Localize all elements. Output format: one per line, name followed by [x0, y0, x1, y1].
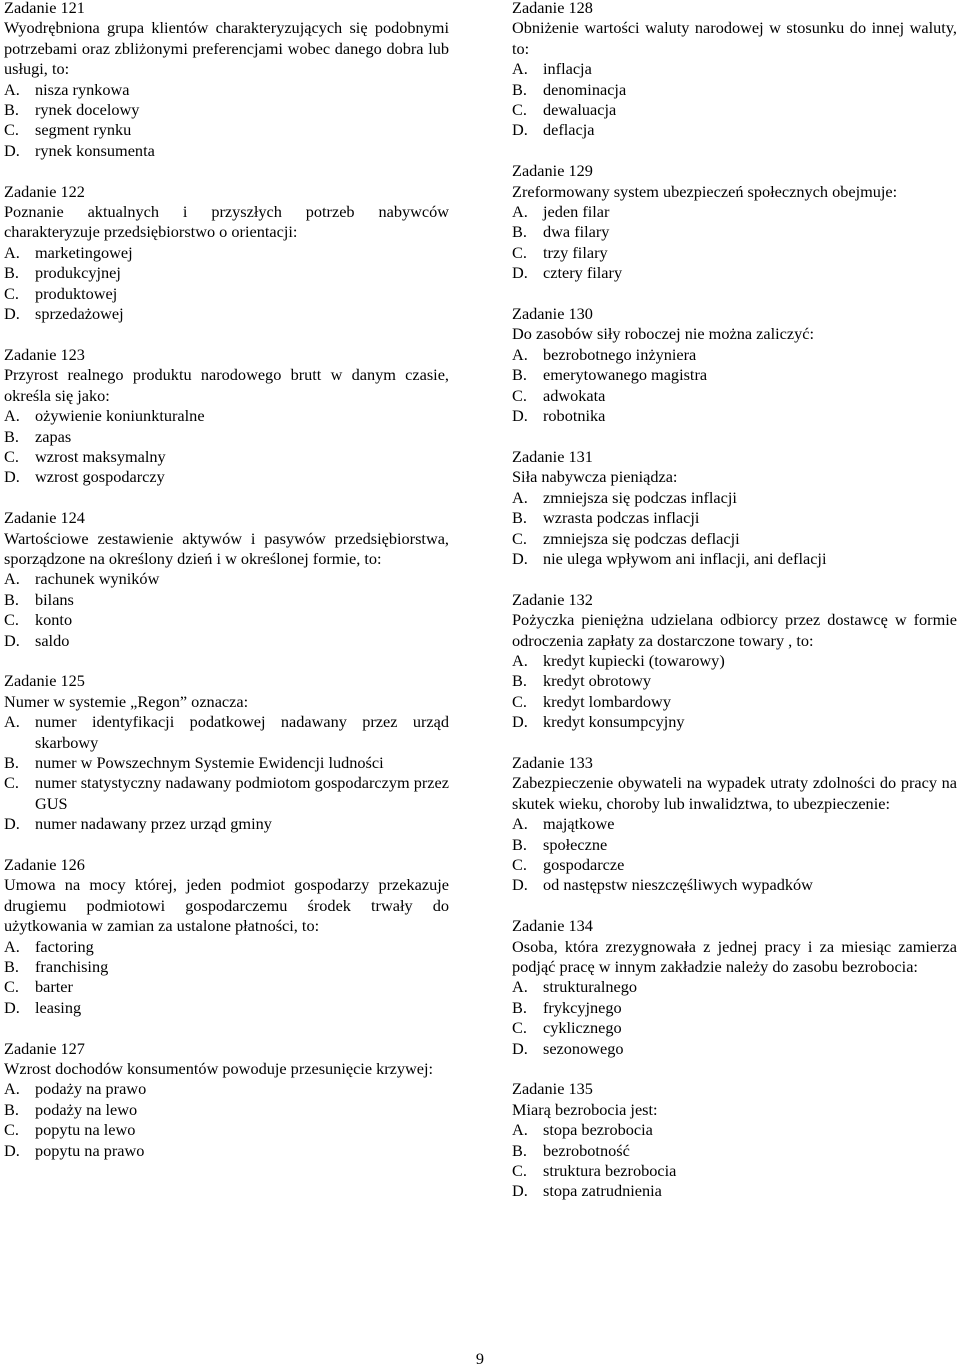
- option-text: wzrasta podczas inflacji: [543, 508, 700, 528]
- answer-option: [512, 345, 957, 365]
- answer-options: [512, 488, 957, 570]
- question-title: Zadanie 121: [4, 0, 85, 17]
- option-text: konto: [35, 610, 73, 630]
- answer-option: [512, 692, 957, 712]
- answer-option: [512, 814, 957, 834]
- answer-option: [4, 631, 449, 651]
- answer-options: [512, 202, 957, 284]
- answer-options: [4, 569, 449, 651]
- answer-option: [512, 222, 957, 242]
- answer-option: [512, 1141, 957, 1161]
- option-text: zmniejsza się podczas deflacji: [543, 528, 740, 548]
- question-title: Zadanie 122: [4, 181, 85, 201]
- option-text: segment rynku: [35, 120, 132, 140]
- option-text: bilans: [35, 589, 74, 609]
- option-letter: A.: [4, 242, 20, 262]
- option-text: rynek konsumenta: [35, 140, 155, 160]
- answer-option: [4, 467, 449, 487]
- question-title: Zadanie 128: [512, 0, 593, 17]
- answer-option: [512, 386, 957, 406]
- answer-options: [4, 937, 449, 1019]
- question: [512, 161, 957, 283]
- option-text: cztery filary: [543, 263, 623, 283]
- question-text: Osoba, która zrezygnowała z jednej pracy i za miesiąc zamierza podjąć pracę w innym zakładzie należy do zasobu bezrobocia:: [512, 936, 957, 976]
- option-letter: B.: [512, 79, 527, 99]
- option-letter: A.: [512, 650, 528, 670]
- option-letter: A.: [512, 814, 528, 834]
- question-title: Zadanie 130: [512, 304, 593, 324]
- option-letter: B.: [4, 100, 19, 120]
- option-text: kredyt kupiecki (towarowy): [543, 650, 725, 670]
- option-letter: D.: [512, 263, 528, 283]
- option-letter: D.: [512, 406, 528, 426]
- answer-option: [512, 998, 957, 1018]
- option-letter: B.: [512, 222, 527, 242]
- option-text: saldo: [35, 630, 70, 650]
- option-letter: D.: [512, 120, 528, 140]
- option-text: sezonowego: [543, 1038, 624, 1058]
- option-text: ożywienie koniunkturalne: [35, 406, 205, 426]
- option-letter: D.: [512, 712, 528, 732]
- answer-options: [512, 977, 957, 1059]
- option-text: denominacja: [543, 79, 627, 99]
- question-title: Zadanie 126: [4, 854, 85, 874]
- answer-option: [512, 549, 957, 569]
- option-letter: D.: [4, 630, 20, 650]
- answer-option: [4, 284, 449, 304]
- question: [512, 1079, 957, 1201]
- option-letter: C.: [512, 1161, 527, 1181]
- answer-option: [4, 569, 449, 589]
- option-letter: A.: [512, 59, 528, 79]
- option-text: produktowej: [35, 283, 118, 303]
- option-letter: B.: [4, 263, 19, 283]
- question-title: Zadanie 124: [4, 508, 85, 528]
- question: [512, 753, 957, 896]
- right-column: [512, 0, 957, 1222]
- answer-option: [4, 977, 449, 997]
- answer-option: [4, 712, 449, 753]
- option-letter: B.: [512, 508, 527, 528]
- question: [4, 0, 449, 161]
- answer-option: [512, 120, 957, 140]
- option-text: bezrobotnego inżyniera: [543, 344, 697, 364]
- option-text: numer statystyczny nadawany podmiotom gospodarczym przez GUS: [35, 773, 449, 813]
- option-text: podaży na lewo: [35, 1099, 138, 1119]
- answer-option: [4, 427, 449, 447]
- option-text: numer nadawany przez urząd gminy: [35, 814, 272, 834]
- question-text: Zabezpieczenie obywateli na wypadek utraty zdolności do pracy na skutek wieku, choroby lub inwalidztwa, to ubezpieczenie:: [512, 773, 957, 813]
- option-text: produkcyjnej: [35, 263, 121, 283]
- answer-option: [512, 100, 957, 120]
- option-text: rynek docelowy: [35, 100, 140, 120]
- option-text: kredyt lombardowy: [543, 691, 671, 711]
- option-text: bezrobotność: [543, 1140, 630, 1160]
- answer-option: [512, 80, 957, 100]
- answer-option: [4, 447, 449, 467]
- answer-option: [4, 773, 449, 814]
- option-text: frykcyjnego: [543, 997, 622, 1017]
- answer-options: [4, 712, 449, 834]
- answer-option: [512, 1120, 957, 1140]
- answer-options: [4, 243, 449, 325]
- option-text: sprzedażowej: [35, 304, 124, 324]
- question-text: Umowa na mocy której, jeden podmiot gospodarzy przekazuje drugiemu podmiotowi gospodarczemu środek trwały do użytkowania w zamian za ustalone płatności, to:: [4, 875, 449, 936]
- question-text: Poznanie aktualnych i przyszłych potrzeb nabywców charakteryzuje przedsiębiorstwo o orientacji:: [4, 202, 449, 242]
- option-letter: B.: [512, 365, 527, 385]
- page-number: 9: [475, 1349, 485, 1368]
- option-text: struktura bezrobocia: [543, 1161, 677, 1181]
- question-text: Siła nabywcza pieniądza:: [512, 467, 678, 487]
- option-text: majątkowe: [543, 814, 615, 834]
- answer-option: [4, 590, 449, 610]
- option-letter: A.: [4, 79, 20, 99]
- answer-options: [4, 1079, 449, 1161]
- option-letter: B.: [512, 997, 527, 1017]
- answer-options: [4, 80, 449, 162]
- question-title: Zadanie 129: [512, 161, 593, 181]
- answer-option: [4, 610, 449, 630]
- answer-options: [4, 406, 449, 488]
- answer-option: [512, 508, 957, 528]
- question-text: Wartościowe zestawienie aktywów i pasywów przedsiębiorstwa, sporządzone na określony dzień i w określonej formie, to:: [4, 528, 449, 568]
- question: [4, 855, 449, 1018]
- option-text: inflacja: [543, 59, 592, 79]
- option-text: kredyt konsumpcyjny: [543, 712, 685, 732]
- option-text: popytu na lewo: [35, 1120, 136, 1140]
- option-text: jeden filar: [543, 202, 610, 222]
- answer-option: [4, 141, 449, 161]
- answer-option: [4, 243, 449, 263]
- option-text: nie ulega wpływom ani inflacji, ani deflacji: [543, 548, 827, 568]
- option-letter: A.: [4, 569, 20, 589]
- option-letter: D.: [4, 997, 20, 1017]
- answer-option: [512, 835, 957, 855]
- option-text: deflacja: [543, 120, 595, 140]
- option-text: dwa filary: [543, 222, 610, 242]
- option-text: podaży na prawo: [35, 1079, 147, 1099]
- question-text: Pożyczka pieniężna udzielana odbiorcy przez dostawcę w formie odroczenia zapłaty za dostarczone towary , to:: [512, 610, 957, 650]
- option-letter: C.: [4, 283, 19, 303]
- answer-option: [4, 1079, 449, 1099]
- answer-option: [512, 59, 957, 79]
- option-text: robotnika: [543, 406, 606, 426]
- question: [4, 182, 449, 325]
- option-text: barter: [35, 977, 73, 997]
- answer-option: [512, 243, 957, 263]
- option-letter: A.: [512, 487, 528, 507]
- answer-option: [4, 304, 449, 324]
- option-letter: C.: [4, 120, 19, 140]
- question: [512, 590, 957, 733]
- option-text: zmniejsza się podczas inflacji: [543, 487, 737, 507]
- option-letter: A.: [512, 202, 528, 222]
- option-text: dewaluacja: [543, 100, 617, 120]
- option-letter: C.: [512, 691, 527, 711]
- question: [4, 1039, 449, 1161]
- option-letter: A.: [512, 1120, 528, 1140]
- question: [4, 508, 449, 651]
- answer-options: [512, 345, 957, 427]
- answer-option: [4, 263, 449, 283]
- option-text: wzrost maksymalny: [35, 446, 166, 466]
- option-letter: C.: [4, 773, 19, 793]
- option-text: marketingowej: [35, 242, 133, 262]
- question-title: Zadanie 132: [512, 589, 593, 609]
- option-letter: C.: [512, 100, 527, 120]
- option-letter: D.: [4, 814, 20, 834]
- option-text: społeczne: [543, 834, 608, 854]
- question: [512, 304, 957, 426]
- option-letter: B.: [512, 671, 527, 691]
- answer-options: [512, 814, 957, 896]
- answer-options: [512, 1120, 957, 1202]
- question: [512, 916, 957, 1059]
- answer-option: [512, 263, 957, 283]
- question-text: Wzrost dochodów konsumentów powoduje przesunięcie krzywej:: [4, 1059, 434, 1079]
- option-text: adwokata: [543, 385, 606, 405]
- option-text: kredyt obrotowy: [543, 671, 652, 691]
- question-title: Zadanie 127: [4, 1038, 85, 1058]
- answer-option: [4, 80, 449, 100]
- option-letter: D.: [4, 304, 20, 324]
- option-letter: D.: [512, 1181, 528, 1201]
- answer-option: [4, 998, 449, 1018]
- option-letter: B.: [4, 1099, 19, 1119]
- answer-option: [4, 406, 449, 426]
- answer-option: [512, 712, 957, 732]
- question-title: Zadanie 131: [512, 446, 593, 466]
- answer-option: [512, 406, 957, 426]
- option-letter: B.: [512, 834, 527, 854]
- option-text: trzy filary: [543, 242, 608, 262]
- option-letter: C.: [4, 977, 19, 997]
- option-letter: B.: [4, 589, 19, 609]
- option-letter: D.: [512, 548, 528, 568]
- question-text: Przyrost realnego produktu narodowego brutt w danym czasie, określa się jako:: [4, 365, 449, 405]
- option-text: stopa zatrudnienia: [543, 1181, 662, 1201]
- option-letter: D.: [4, 467, 20, 487]
- option-letter: D.: [512, 1038, 528, 1058]
- option-letter: B.: [4, 426, 19, 446]
- question: [4, 671, 449, 834]
- option-text: rachunek wyników: [35, 569, 160, 589]
- answer-option: [512, 1018, 957, 1038]
- option-text: popytu na prawo: [35, 1140, 145, 1160]
- option-letter: D.: [4, 1140, 20, 1160]
- option-letter: C.: [512, 242, 527, 262]
- question-title: Zadanie 125: [4, 671, 85, 691]
- question-title: Zadanie 134: [512, 916, 593, 936]
- option-letter: D.: [4, 140, 20, 160]
- answer-option: [4, 100, 449, 120]
- option-letter: A.: [4, 406, 20, 426]
- option-letter: B.: [512, 1140, 527, 1160]
- question-text: Obniżenie wartości waluty narodowej w stosunku do innej waluty, to:: [512, 18, 957, 58]
- answer-option: [512, 855, 957, 875]
- answer-option: [512, 1039, 957, 1059]
- answer-option: [4, 1100, 449, 1120]
- option-letter: C.: [512, 528, 527, 548]
- question: [512, 447, 957, 569]
- option-text: factoring: [35, 936, 94, 956]
- question-title: Zadanie 123: [4, 344, 85, 364]
- answer-option: [512, 365, 957, 385]
- option-letter: C.: [512, 385, 527, 405]
- option-text: stopa bezrobocia: [543, 1120, 653, 1140]
- option-letter: A.: [4, 712, 20, 732]
- answer-option: [4, 957, 449, 977]
- answer-option: [512, 977, 957, 997]
- answer-option: [512, 875, 957, 895]
- option-letter: B.: [4, 957, 19, 977]
- left-column: [4, 0, 449, 1181]
- option-text: numer identyfikacji podatkowej nadawany przez urząd skarbowy: [35, 712, 449, 752]
- question-text: Numer w systemie „Regon” oznacza:: [4, 691, 249, 711]
- option-letter: C.: [4, 610, 19, 630]
- option-text: zapas: [35, 426, 72, 446]
- question-text: Miarą bezrobocia jest:: [512, 1099, 658, 1119]
- question-text: Wyodrębniona grupa klientów charakteryzujących się podobnymi potrzebami oraz zbliżonymi preferencjami wobec danego dobra lub usługi, to:: [4, 18, 449, 79]
- option-letter: C.: [512, 1018, 527, 1038]
- answer-option: [4, 753, 449, 773]
- question-title: Zadanie 135: [512, 1079, 593, 1099]
- answer-option: [512, 202, 957, 222]
- question-text: Zreformowany system ubezpieczeń społecznych obejmuje:: [512, 181, 898, 201]
- option-letter: C.: [4, 446, 19, 466]
- option-text: gospodarcze: [543, 854, 625, 874]
- option-text: emerytowanego magistra: [543, 365, 708, 385]
- option-text: cyklicznego: [543, 1018, 622, 1038]
- option-text: nisza rynkowa: [35, 79, 130, 99]
- answer-option: [512, 529, 957, 549]
- option-letter: B.: [4, 752, 19, 772]
- answer-option: [4, 814, 449, 834]
- question-text: Do zasobów siły roboczej nie można zaliczyć:: [512, 324, 814, 344]
- answer-option: [512, 671, 957, 691]
- option-letter: A.: [4, 936, 20, 956]
- option-text: numer w Powszechnym Systemie Ewidencji ludności: [35, 752, 384, 772]
- answer-option: [4, 120, 449, 140]
- answer-options: [512, 59, 957, 141]
- option-text: wzrost gospodarczy: [35, 467, 165, 487]
- option-letter: D.: [512, 875, 528, 895]
- option-letter: A.: [4, 1079, 20, 1099]
- option-text: strukturalnego: [543, 977, 638, 997]
- option-text: od następstw nieszczęśliwych wypadków: [543, 875, 813, 895]
- answer-option: [512, 1161, 957, 1181]
- answer-option: [512, 651, 957, 671]
- option-text: leasing: [35, 997, 82, 1017]
- option-letter: A.: [512, 344, 528, 364]
- option-letter: C.: [4, 1120, 19, 1140]
- answer-option: [4, 1120, 449, 1140]
- answer-option: [4, 1141, 449, 1161]
- answer-options: [512, 651, 957, 733]
- answer-option: [512, 1181, 957, 1201]
- option-letter: C.: [512, 854, 527, 874]
- option-text: franchising: [35, 957, 109, 977]
- answer-option: [512, 488, 957, 508]
- option-letter: A.: [512, 977, 528, 997]
- question: [512, 0, 957, 141]
- answer-option: [4, 937, 449, 957]
- question: [4, 345, 449, 488]
- question-title: Zadanie 133: [512, 752, 593, 772]
